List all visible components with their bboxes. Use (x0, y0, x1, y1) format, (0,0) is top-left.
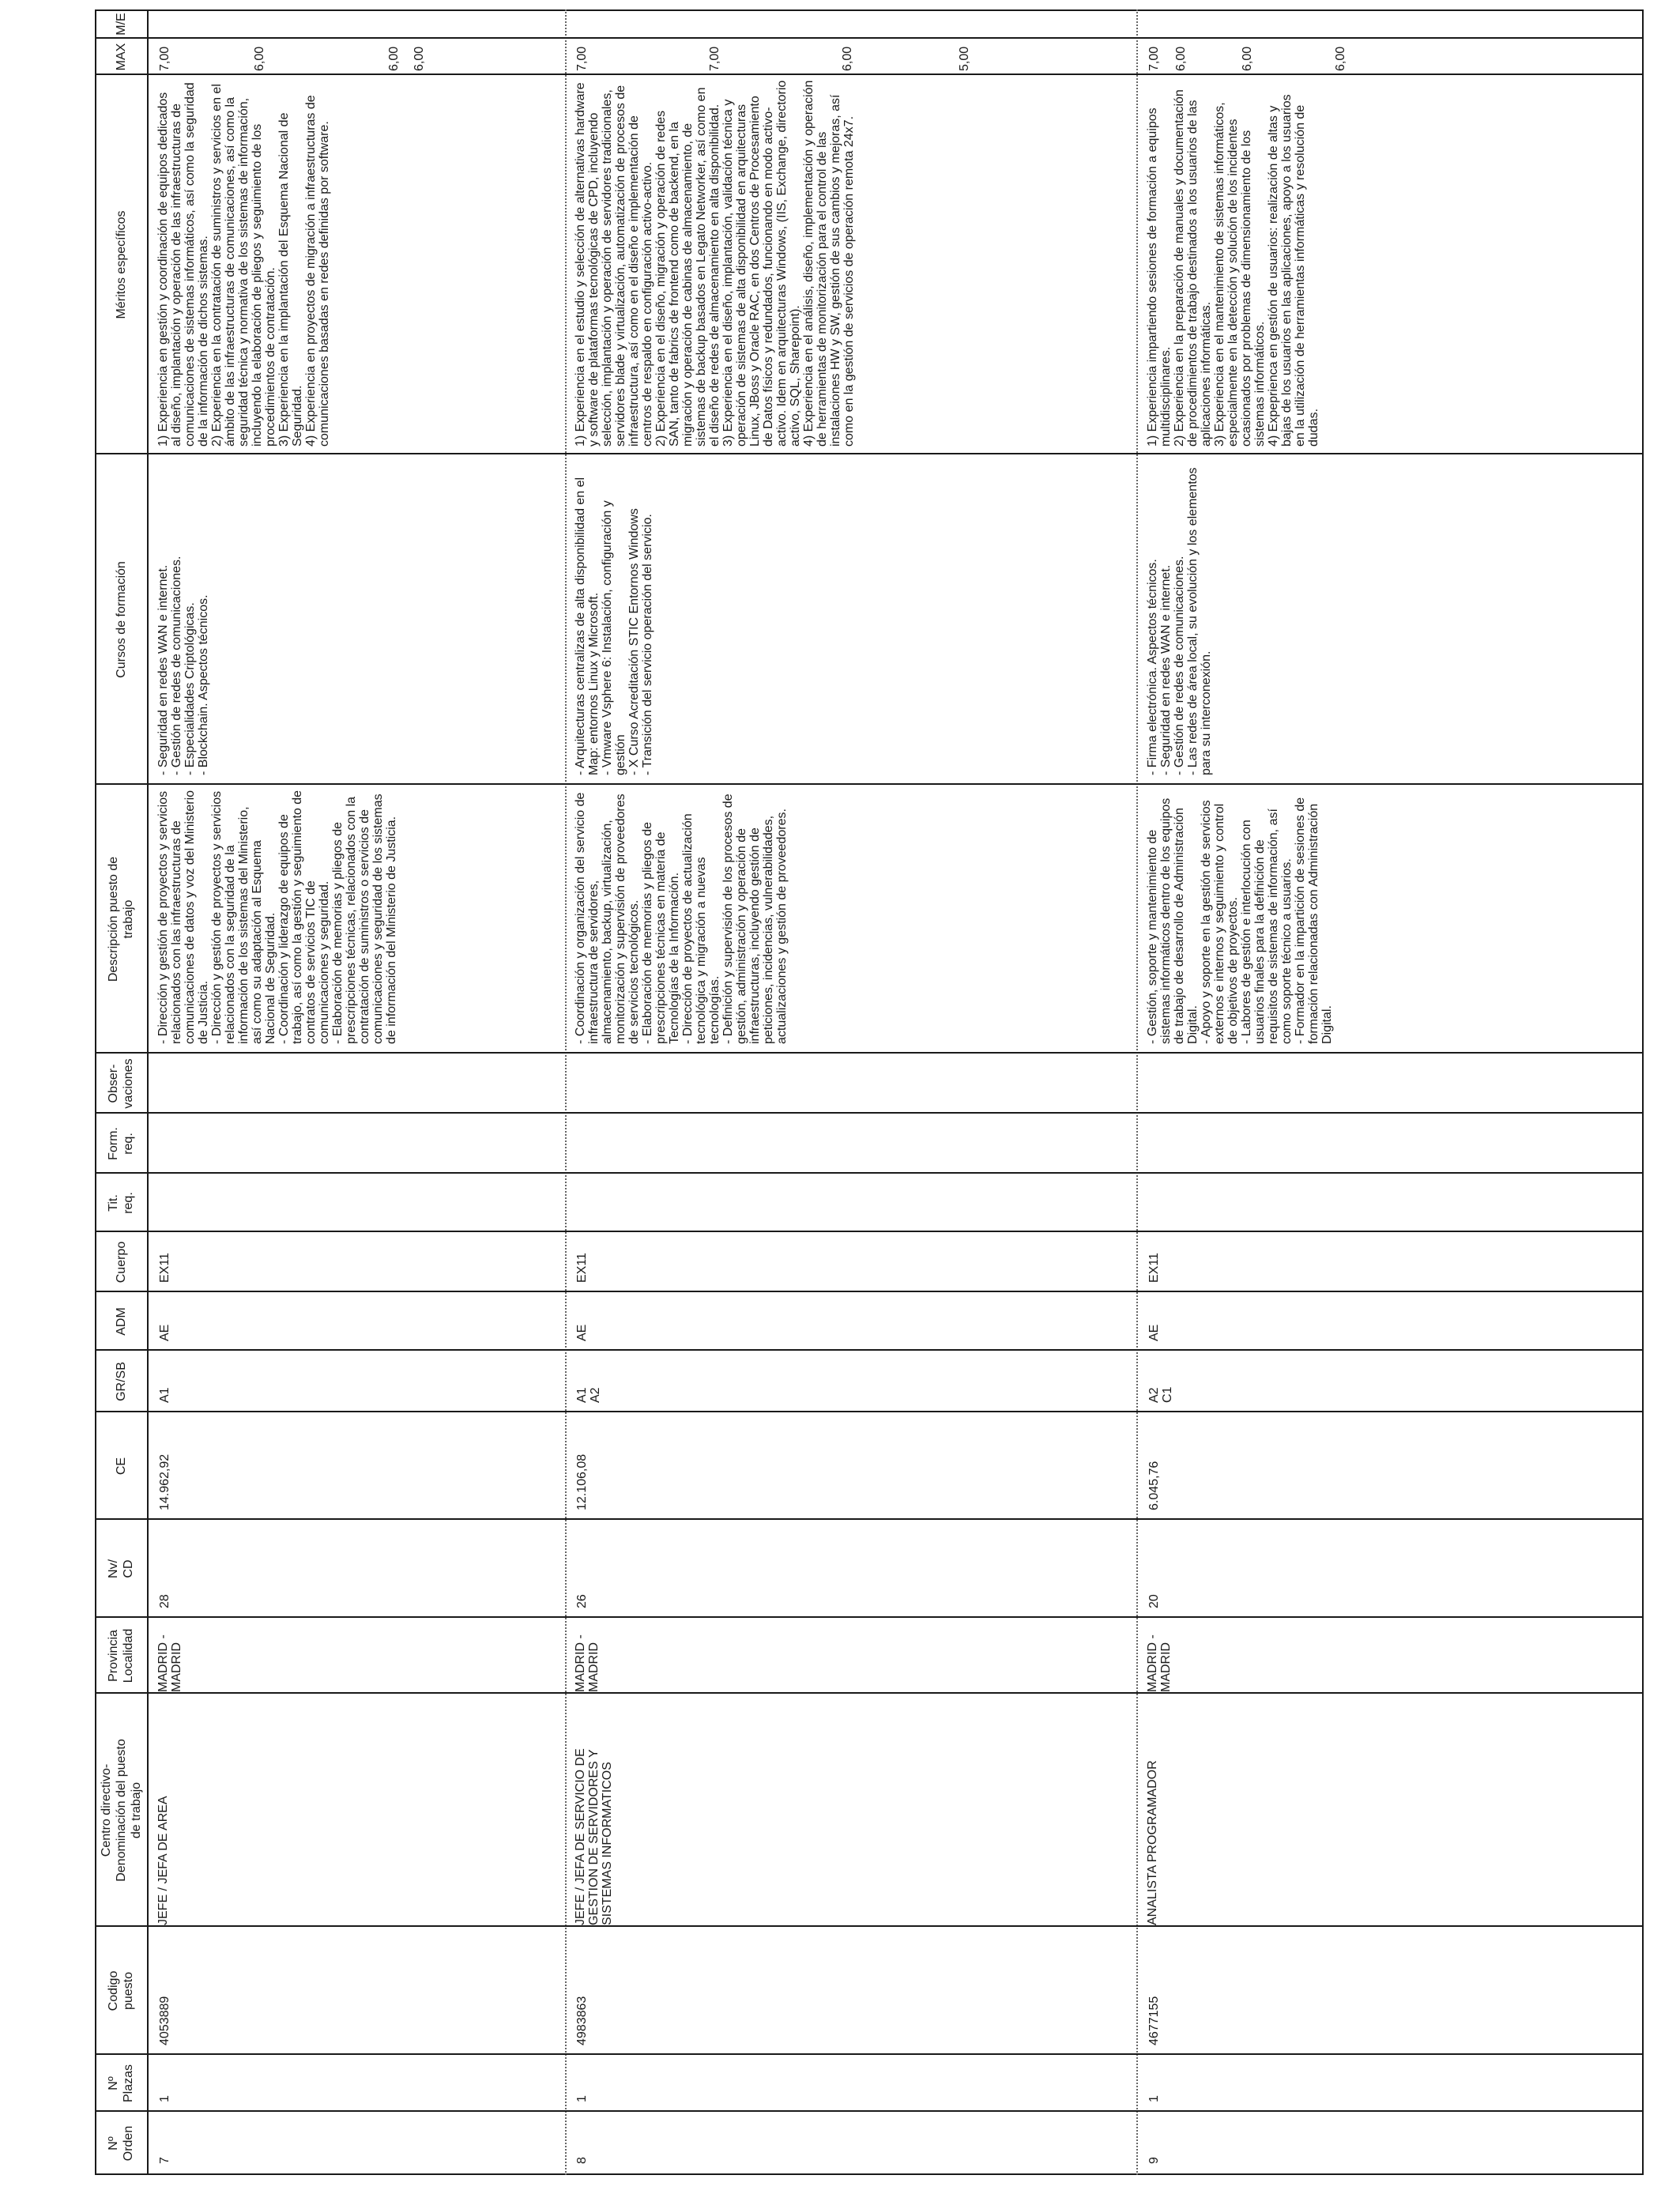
column-divider (95, 1231, 1644, 1232)
max-score: 7,00 (158, 46, 171, 71)
max-score: 6,00 (387, 46, 401, 71)
row-cuerpo: EX11 (1147, 1253, 1161, 1283)
row-orden: 8 (575, 2157, 589, 2164)
column-divider (95, 1172, 1644, 1174)
column-divider (95, 1291, 1644, 1292)
row-grsb: A1 A2 (575, 1387, 602, 1403)
max-score: 7,00 (708, 46, 721, 71)
row-adm: AE (158, 1324, 171, 1341)
row-meritos: 1) Experiencia impartiendo sesiones de formación a equipos multidisciplinares. 2) Experiencia en la preparación de manuales y documentación de procedimientos de trabajo destinados a los usuarios de las aplicaciones informáticas. 3) Experiencia en el mantenimiento de sistemas informáticos, especialmente en la detección y solución de los incidentes ocasionados por problemas de dimensionamiento de los sistemas informáticos. 4) Expeprienca en gestión de usuarios: realización de altas y bajas de los usuarios en las aplicaciones, apoyo a los usuarios en la utilización de herramientas informáticas y resolución de dudas. (1146, 89, 1320, 447)
header-adm: ADM (114, 1307, 128, 1336)
row-nivel: 20 (1147, 1594, 1161, 1608)
row-meritos: 1) Experiencia en gestión y coordinación de equipos dedicados al diseño, implantación y operación de las infraestructuras de comunicaciones de sistemas informáticos, así como la seguridad de la información de dichos sistemas. 2) Experiencia en la contratación de suministros y servicios en el ámbito de las infraestructuras de comunicaciones, así como la seguridad técnica y normativa de los sistemas de información, incluyendo la elaboración de pliegos y seguimiento de los procedimientos de contratación. 3) Experiencia en la implantación del Esquema Nacional de Seguridad. 4) Experiencia en proyectos de migración a infraestructuras de comunicaciones basadas en redes definidas por software. (156, 82, 331, 447)
column-divider (95, 37, 1644, 39)
row-grsb: A2 C1 (1147, 1386, 1174, 1403)
row-centro: ANALISTA PROGRAMADOR (1146, 1760, 1159, 1925)
row-plazas: 1 (158, 2095, 171, 2102)
max-score: 5,00 (958, 46, 971, 71)
row-cursos: - Arquitecturas centralizas de alta disponibilidad en el Map: entornos Linux y Microsoft. - Vmware Vsphere 6: Instalación, configuración y gestión - X Curso Acreditación STIC Entornos Windows - Transición del servicio operación del servicio. (574, 477, 654, 775)
max-score: 6,00 (412, 46, 426, 71)
row-descripcion: - Dirección y gestión de proyectos y servicios relacionados con las infraestructuras de comunicaciones de datos y voz del Ministerio de Justicia. - Dirección y gestión de proyectos y servicios relacionados con la seguridad de la información de los sistemas del Ministerio, así como su adaptación al Esquema Nacional de Seguridad. - Coordinación y liderazgo de equipos de trabajo, así como la gestión y seguimiento de contratos de servicios TIC de comunicaciones y seguridad. - Elaboración de memorias y pliegos de prescripciones técnicas, relacionados con la contratación de suministros o servicios de comunicaciones y seguridad de los sistemas de información del Ministerio de Justicia. (156, 790, 398, 1044)
row-descripcion: - Coordinación y organización del servicio de infraestructura de servidores, almacenamiento, backup, virtualización, monitorización y supervisión de proveedores de servicios tecnológicos. - Elaboración de memorias y pliegos de prescripciones técnicas en materia de Tecnologías de la Información. - Dirección de proyectos de actualización tecnológica y migración a nuevas tecnologías. - Definición y supervisión de los procesos de gestión, administración y operación de infraestructuras, incluyendo gestión de peticiones, incidencias, vulnerabilidades, actualizaciones y gestión de proveedores. (574, 792, 789, 1044)
column-divider (95, 1518, 1644, 1520)
row-ce: 14.962,92 (158, 1453, 171, 1510)
column-divider (95, 1349, 1644, 1351)
row-nivel: 28 (158, 1594, 171, 1608)
row-meritos: 1) Experiencia en el estudio y selección de alternativas hardware y software de plataformas tecnológicas de CPD, incluyendo selección, implantación y operación de servidores tradicionales, servidores blade y virtualización, automatización de procesos de infraestructura, así como en el diseño e implementación de centros de respaldo en configuración activo-activo. 2) Experiencia en el diseño, migración y operación de redes SAN, tanto de fabrics de frontend como de backend, en la migración y operación de cabinas de almacenamiento, de sistemas de backup basados en Legato Networker, así como en el diseño de redes de almacenamiento en alta disponibilidad. 3) Experiencia en el diseño, implantación, validación técnica y operación de sistemas de alta disponibilidad en arquitecturas Linux, JBoss y Oracle RAC, en dos Centros de Procesamiento de Datos físicos y redundados, funcionando en modo activo-activo. Idem en arquitecturas Windows, (IIS, Exchange, directorio activo, SQL, Sharepoint). 4) Experiencia en el análisis, diseño, implementación y operación de herramientas de monitorización para el control de las instalaciones HW y SW, gestión de sus cambios y mejoras, así como en la gestión de servicios de operación remota 24x7. (574, 80, 856, 447)
row-cuerpo: EX11 (575, 1253, 589, 1283)
row-provincia: MADRID - MADRID (156, 1634, 183, 1692)
header-obs: Obser- vaciones (107, 1058, 135, 1109)
header-meritos: Méritos específicos (114, 210, 128, 319)
max-score: 6,00 (253, 46, 266, 71)
row-orden: 7 (158, 2157, 171, 2164)
row-cursos: - Seguridad en redes WAN e internet. - Gestión de redes de comunicaciones. - Especialidades Criptológicas. - Blockchain. Aspectos técnicos. (156, 556, 210, 775)
header-descripcion: Descripción puesto de trabajo (107, 856, 135, 982)
column-divider (95, 783, 1644, 785)
job-positions-table (95, 9, 1644, 2175)
max-score: 6,00 (1241, 46, 1254, 71)
row-cursos: - Firma electrónica. Aspectos técnicos. - Seguridad en redes WAN e internet. - Gestión de redes de comunicaciones. - Las redes de área local, su evolución y los elementos para su interconexión. (1146, 467, 1213, 775)
row-codigo: 4677155 (1147, 1996, 1161, 2045)
row-adm: AE (1147, 1324, 1161, 1341)
row-plazas: 1 (1147, 2095, 1161, 2102)
max-score: 6,00 (1174, 46, 1188, 71)
header-ce: CE (114, 1457, 128, 1476)
column-divider (95, 2110, 1644, 2112)
column-divider (95, 2053, 1644, 2055)
header-cuerpo: Cuerpo (114, 1241, 128, 1284)
row-centro: JEFE / JEFA DE SERVICIO DE GESTION DE SERVIDORES Y SISTEMAS INFORMATICOS (574, 1748, 614, 1925)
column-divider (95, 1692, 1644, 1694)
row-centro: JEFE / JEFA DE AREA (156, 1796, 170, 1925)
row-ce: 12.106,08 (575, 1453, 589, 1510)
header-max: MAX (114, 43, 128, 71)
row-divider (565, 9, 567, 2175)
column-divider (95, 1616, 1644, 1618)
column-divider (95, 74, 1644, 75)
row-grsb: A1 (158, 1387, 171, 1403)
row-divider (1136, 9, 1138, 2175)
header-grsb: GR/SB (114, 1362, 128, 1401)
max-score: 6,00 (841, 46, 854, 71)
row-adm: AE (575, 1324, 589, 1341)
row-nivel: 26 (575, 1594, 589, 1608)
row-provincia: MADRID - MADRID (574, 1634, 601, 1692)
row-codigo: 4983863 (575, 1996, 589, 2045)
header-form: Form. req. (107, 1127, 135, 1160)
header-me: M/E (114, 13, 128, 36)
row-ce: 6.045,76 (1147, 1461, 1161, 1510)
row-provincia: MADRID - MADRID (1146, 1634, 1173, 1692)
row-codigo: 4053889 (158, 1996, 171, 2045)
max-score: 7,00 (575, 46, 589, 71)
header-tit: Tit. req. (107, 1192, 135, 1214)
column-divider (95, 1052, 1644, 1054)
max-score: 6,00 (1334, 46, 1347, 71)
header-orden: Nº Orden (107, 2125, 135, 2162)
row-plazas: 1 (575, 2095, 589, 2102)
row-descripcion: - Gestión, soporte y mantenimiento de sistemas informáticos dentro de los equipos de trabajo de desarrollo de Administración Digital. - Apoyo y soporte en la gestión de servicios externos e internos y seguimiento y control de objetivos de proyectos. - Labores de gestión e interlocución con usuarios finales para la definición de requisitos de sistemas de información, así como soporte técnico a usuarios. - Formador en la impartición de sesiones de formación relacionadas con Administración Digital. (1146, 797, 1334, 1044)
column-divider (95, 1112, 1644, 1114)
header-divider (147, 9, 149, 2175)
header-plazas: Nº Plazas (107, 2064, 135, 2103)
header-cursos: Cursos de formación (114, 561, 128, 678)
column-divider (95, 1411, 1644, 1412)
header-nivel: Nv/ CD (107, 1559, 135, 1578)
row-orden: 9 (1147, 2157, 1161, 2164)
header-centro: Centro directivo- Denominación del puesto de trabajo (99, 1739, 143, 1882)
header-codigo: Codigo puesto (107, 1970, 135, 2011)
column-divider (95, 453, 1644, 454)
max-score: 7,00 (1147, 46, 1161, 71)
column-divider (95, 1925, 1644, 1927)
header-provincia: Provincia Localidad (107, 1628, 135, 1683)
row-cuerpo: EX11 (158, 1253, 171, 1283)
